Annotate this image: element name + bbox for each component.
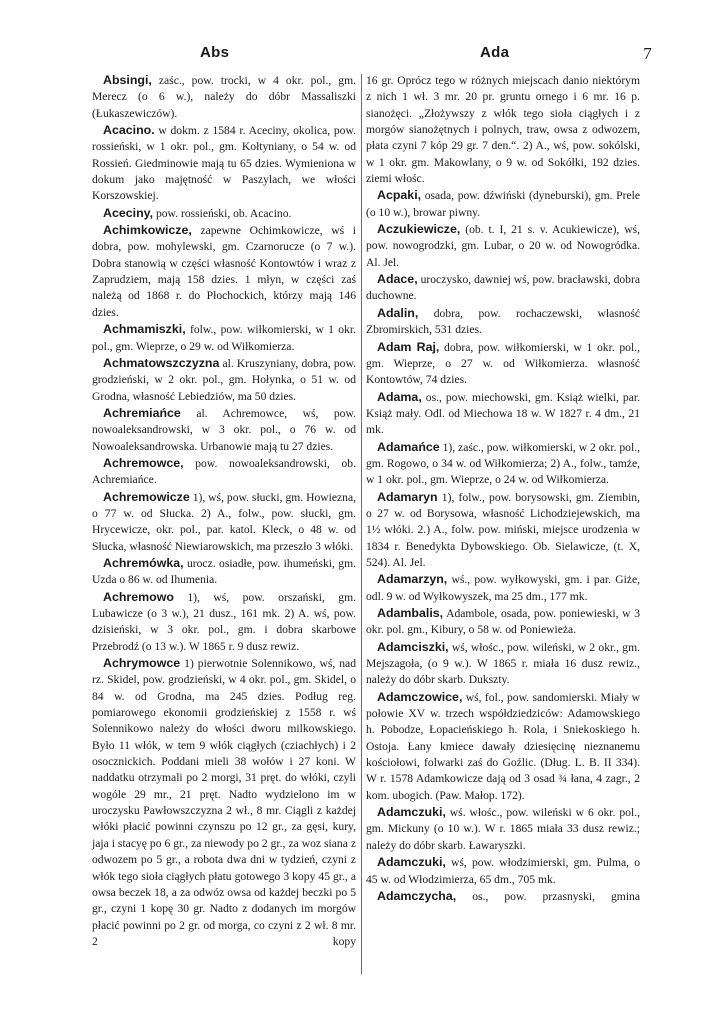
entry-headword: Adamczycha, — [377, 888, 457, 903]
entry-headword: Adamczuki, — [377, 805, 446, 820]
dictionary-entry — [92, 355, 356, 405]
dictionary-entry — [92, 222, 356, 321]
entry-text: wś, pow. włodzimierski, gm. Pulma, o 45 w. od Włodzimierza, 65 dm., 705 mk. — [366, 856, 640, 886]
dictionary-entry — [92, 489, 356, 555]
entry-headword: Achremowo — [103, 589, 174, 604]
dictionary-entry — [366, 888, 640, 905]
dictionary-entry — [366, 639, 640, 689]
dictionary-entry — [92, 72, 356, 122]
entry-text: zaśc., pow. trocki, w 4 okr. pol., gm. Merecz (o 6 w.), należy do dóbr Massaliszki (Łukaszewiczów). — [92, 74, 356, 120]
page-number: 7 — [643, 44, 652, 63]
entry-headword: Adam Raj, — [377, 339, 440, 354]
dictionary-entry — [92, 455, 356, 489]
dictionary-entry — [366, 187, 640, 221]
entry-headword: Adalin, — [377, 305, 419, 320]
dictionary-entry — [366, 221, 640, 271]
entry-text: wś, fol., pow. sandomierski. Miały w połowie XV w. trzech współdziedziców: Adamowskiego h. Pobodze, Łopacieńskiego h. Rola, i Sniekoskiego h. Ostoja. Łany kmiece dawały dziesięcinę nieznanemu kościołowi, folwarki zaś do Goźlic. (Dług. L. B. II 334). W r. 1578 Adamkowicze dają od 3 osad ¾ łana, 4 zagr., 2 kom. ubogich. (Paw. Małop. 172). — [366, 690, 640, 802]
entry-text: dobra, pow. rochaczewski, własność Zbromirskich, 531 dzies. — [366, 306, 640, 337]
right-column — [366, 72, 640, 905]
page-header — [92, 44, 652, 66]
entry-headword: Adamciszki, — [377, 639, 449, 654]
entry-text: os., pow. miechowski, gm. Książ wielki, par. Książ mały. Odl. od Miechowa 18 w. W 1827 r. 4 dm., 21 mk. — [366, 390, 640, 437]
entry-headword: Adama, — [377, 389, 422, 404]
entry-headword: Achmatowszczyzna — [103, 355, 220, 370]
entry-text: al. Achremowce, wś, pow. nowoaleksandrowski, w 3 okr. pol., o 76 w. od Nowoaleksandrowska. Urbanowie mają tu 27 dzies. — [92, 406, 356, 453]
dictionary-entry — [366, 389, 640, 439]
entry-text: 1), wś, pow. orszański, gm. Lubawicze (o 3 w.), 21 dusz., 161 mk. 2) A. wś, pow. dzisieński, w 3 okr. pol., gm. i dobra skarbowe Przebrodź (o 13 w.). W 1865 r. 9 dusz rewiz. — [92, 590, 356, 653]
entry-headword: Adamczowice, — [377, 689, 463, 704]
dictionary-entry — [92, 205, 356, 222]
entry-text: wś, włośc., pow. wileński, w 2 okr., gm. Mejszagoła, (o 9 w.). W 1865 r. miała 16 dusz rewiz., należy do dóbr skarb. Dukszty. — [366, 640, 640, 687]
running-head-right: Ada — [480, 44, 510, 61]
entry-headword: Achimkowicze, — [103, 223, 192, 238]
entry-text: urocz. osiadłe, pow. ihumeński, gm. Uzda o 86 w. od Ihumenia. — [92, 556, 356, 587]
dictionary-entry — [366, 854, 640, 888]
dictionary-entry — [366, 804, 640, 854]
entry-headword: Achmamiszki, — [103, 322, 186, 337]
entry-headword: Achrymowce — [103, 656, 181, 671]
entry-text: 1) pierwotnie Solennikowo, wś, nad rz. Skidel, pow. grodzieński, w 4 okr. pol., gm. Skidel, o 84 w. od Grodna, ma 245 dzies. Podług reg. pomiarowego ekonomii grodzieńskiej z 1558 r. wś Solennikowo należy do włości dworu milkowskiego. Było 11 włók, w tem 9 włók ciągłych (cziachłych) i 2 osocznickich. Poddani mieli 38 wołów i 27 koni. W naddatku otrzymali po 2 morgi, 31 pręt. do włóki, czyli wogóle 29 mr., 21 pręt. Nadto wydzielono im w uroczysku Pawłowszczyzna 2 wł., 8 mr. Ciągli z każdej włóki płacić powinni czynszu po 12 gr., za gęsi, kury, jaja i stacyę po 6 gr., za niewody po 2 gr., za woz siana z odwozem po 5 gr., a robota dwa dni w tydzień, czyni z włók tego sioła ciągłych płatu gotowego 3 kopy 45 gr., a owsa beczek 18, a za odwóz owsa od każdej beczki po 5 gr., czyni 1 kopę 30 gr. Nadto z dodanych im morgów płacić powinni po 2 gr. od morga, co czyni z 2 wł. 8 mr. 2 kopy — [92, 657, 356, 948]
left-column — [92, 72, 356, 950]
dictionary-entry — [92, 589, 356, 655]
entry-headword: Aczukiewicze, — [377, 222, 461, 237]
entry-text: (ob. t. I, 21 s. v. Acukiewicze), wś, pow. nowogrodzki, gm. Lubar, o 20 w. od Nowogródka. Al. Jel. — [366, 223, 640, 269]
entry-text: dobra, pow. wiłkomierski, w 1 okr. pol., gm. Wieprze, o 27 w. od Wiłkomierza. własność Kontowtów, 74 dzies. — [366, 340, 640, 387]
entry-text: 1), zaśc., pow. wiłkomierski, w 2 okr. pol., gm. Rogowo, o 34 w. od Wiłkomierza; 2) A., folw., tamże, w 1 okr. pol., gm. Wieprze, o 24 w. od Wiłkomierza. — [366, 440, 640, 487]
entry-text: osada, pow. dźwiński (dyneburski), gm. Prele (o 10 w.), browar piwny. — [366, 189, 640, 219]
entry-headword: Achremowicze — [103, 489, 190, 504]
entry-text: wś. włośc., pow. wileński w 6 okr. pol., gm. Mickuny (o 10 w.). W r. 1865 miała 33 dusz rewiz.; należy do dóbr skarb. Ławaryszki. — [366, 806, 640, 852]
entry-headword: Achremowce, — [103, 455, 184, 470]
dictionary-entry — [366, 439, 640, 489]
dictionary-entry — [92, 122, 356, 205]
entry-text: w dokm. z 1584 r. Aceciny, okolica, pow. rossieński, w 1 okr. pol., gm. Kołtyniany, o 54 w. od Rossień. Giedminowie mają tu 65 dzies. Wymieniona w dokum jako majętność w Paszylach, we włości Korszowskiej. — [92, 124, 356, 203]
entry-headword: Achremówka, — [103, 555, 184, 570]
entry-text: al. Kruszyniany, dobra, pow. grodzieński, w 2 okr. pol., gm. Hołynka, o 51 w. od Grodna, własność Lebiedziów, ma 50 dzies. — [92, 356, 356, 403]
entry-text: folw., pow. wiłkomierski, w 1 okr. pol., gm. Wieprze, o 29 w. od Wiłkomierza. — [92, 323, 356, 353]
dictionary-entry — [92, 405, 356, 455]
dictionary-entry — [366, 339, 640, 389]
dictionary-entry — [92, 555, 356, 589]
dictionary-entry — [92, 655, 356, 950]
entry-text: pow. nowoaleksandrowski, ob. Achremiańce. — [92, 456, 356, 487]
entry-headword: Adambalis, — [377, 606, 444, 620]
entry-text: Adambole, osada, pow. poniewieski, w 3 okr. pol. gm., Kibury, o 58 w. od Poniewieża. — [366, 607, 640, 637]
entry-text: 1), folw., pow. borysowski, gm. Ziembin, o 27 w. od Borysowa, własność Lichodziejewskich, ma 1½ włóki. 2.) A., folw. pow. miński, miejsce urodzenia w 1834 r. Benedykta Dybowskiego. Ob. Sielawicze, (t. X, 524). Al. Jel. — [366, 490, 640, 569]
dictionary-entry — [366, 571, 640, 605]
entry-headword: Adamaryn — [377, 489, 438, 504]
entry-headword: Aceciny, — [103, 205, 154, 220]
entry-text: pow. rossieński, ob. Acacino. — [153, 206, 292, 220]
dictionary-entry-continued — [366, 72, 640, 187]
entry-headword: Adamarzyn, — [377, 572, 448, 587]
entry-text: os., pow. przasnyski, gmina — [456, 889, 640, 903]
column-divider — [361, 74, 362, 974]
entry-headword: Achremiańce — [103, 405, 181, 420]
dictionary-entry — [366, 605, 640, 639]
entry-headword: Acpaki, — [377, 188, 422, 203]
dictionary-entry — [92, 321, 356, 355]
entry-text: zapewne Ochimkowicze, wś i dobra, pow. mohylewski, gm. Czarnorucze (o 7 w.). Dobra stanowią w części własność Kontowtów i wraz z Zaprudziem, mają 158 dzies. 1 młyn, w części zaś należą od 1868 r. do Płochockich, którzy mają 146 dzies. — [92, 224, 356, 319]
entry-headword: Acacino. — [103, 123, 155, 138]
entry-text: wś., pow. wyłkowyski, gm. i par. Giże, odl. 9 w. od Wyłkowyszek, ma 25 dm., 177 mk. — [366, 573, 640, 603]
dictionary-entry — [366, 689, 640, 804]
entry-text: 16 gr. Oprócz tego w różnych miejscach danio niektórym z nich 1 wł. 3 mr. 20 pr. gruntu ornego i 6 mr. 16 p. sianożęci. „Złożywszy z włók tego sioła ciągłych i z morgów sianożętnych i polnych, traw, owsa z odwozem, płata czyni 7 kóp 29 gr. 7 den.“. 2) A., wś, pow. sokólski, w 1 okr. gm. Makowlany, o 9 w. od Sokółki, 192 dzies. ziemi włośc. — [366, 74, 640, 186]
dictionary-entry — [366, 489, 640, 572]
dictionary-entry — [366, 305, 640, 339]
entry-headword: Adamańce — [377, 439, 440, 454]
running-head-left: Abs — [200, 44, 230, 61]
entry-text: uroczysko, dawniej wś, pow. bracławski, dobra duchowne. — [366, 273, 640, 303]
entry-headword: Adamczuki, — [377, 855, 446, 870]
entry-text: 1), wś, pow. słucki, gm. Howiezna, o 77 w. od Słucka. 2) A., folw., pow. słucki, gm. Hrycewicze, okr. pol., par. katol. Kleck, o 48 w. od Słucka, własność Niewiarowskich, ma przeszło 3 włóki. — [92, 490, 356, 553]
entry-headword: Absingi, — [103, 73, 152, 87]
dictionary-entry — [366, 271, 640, 305]
entry-headword: Adace, — [377, 272, 418, 287]
